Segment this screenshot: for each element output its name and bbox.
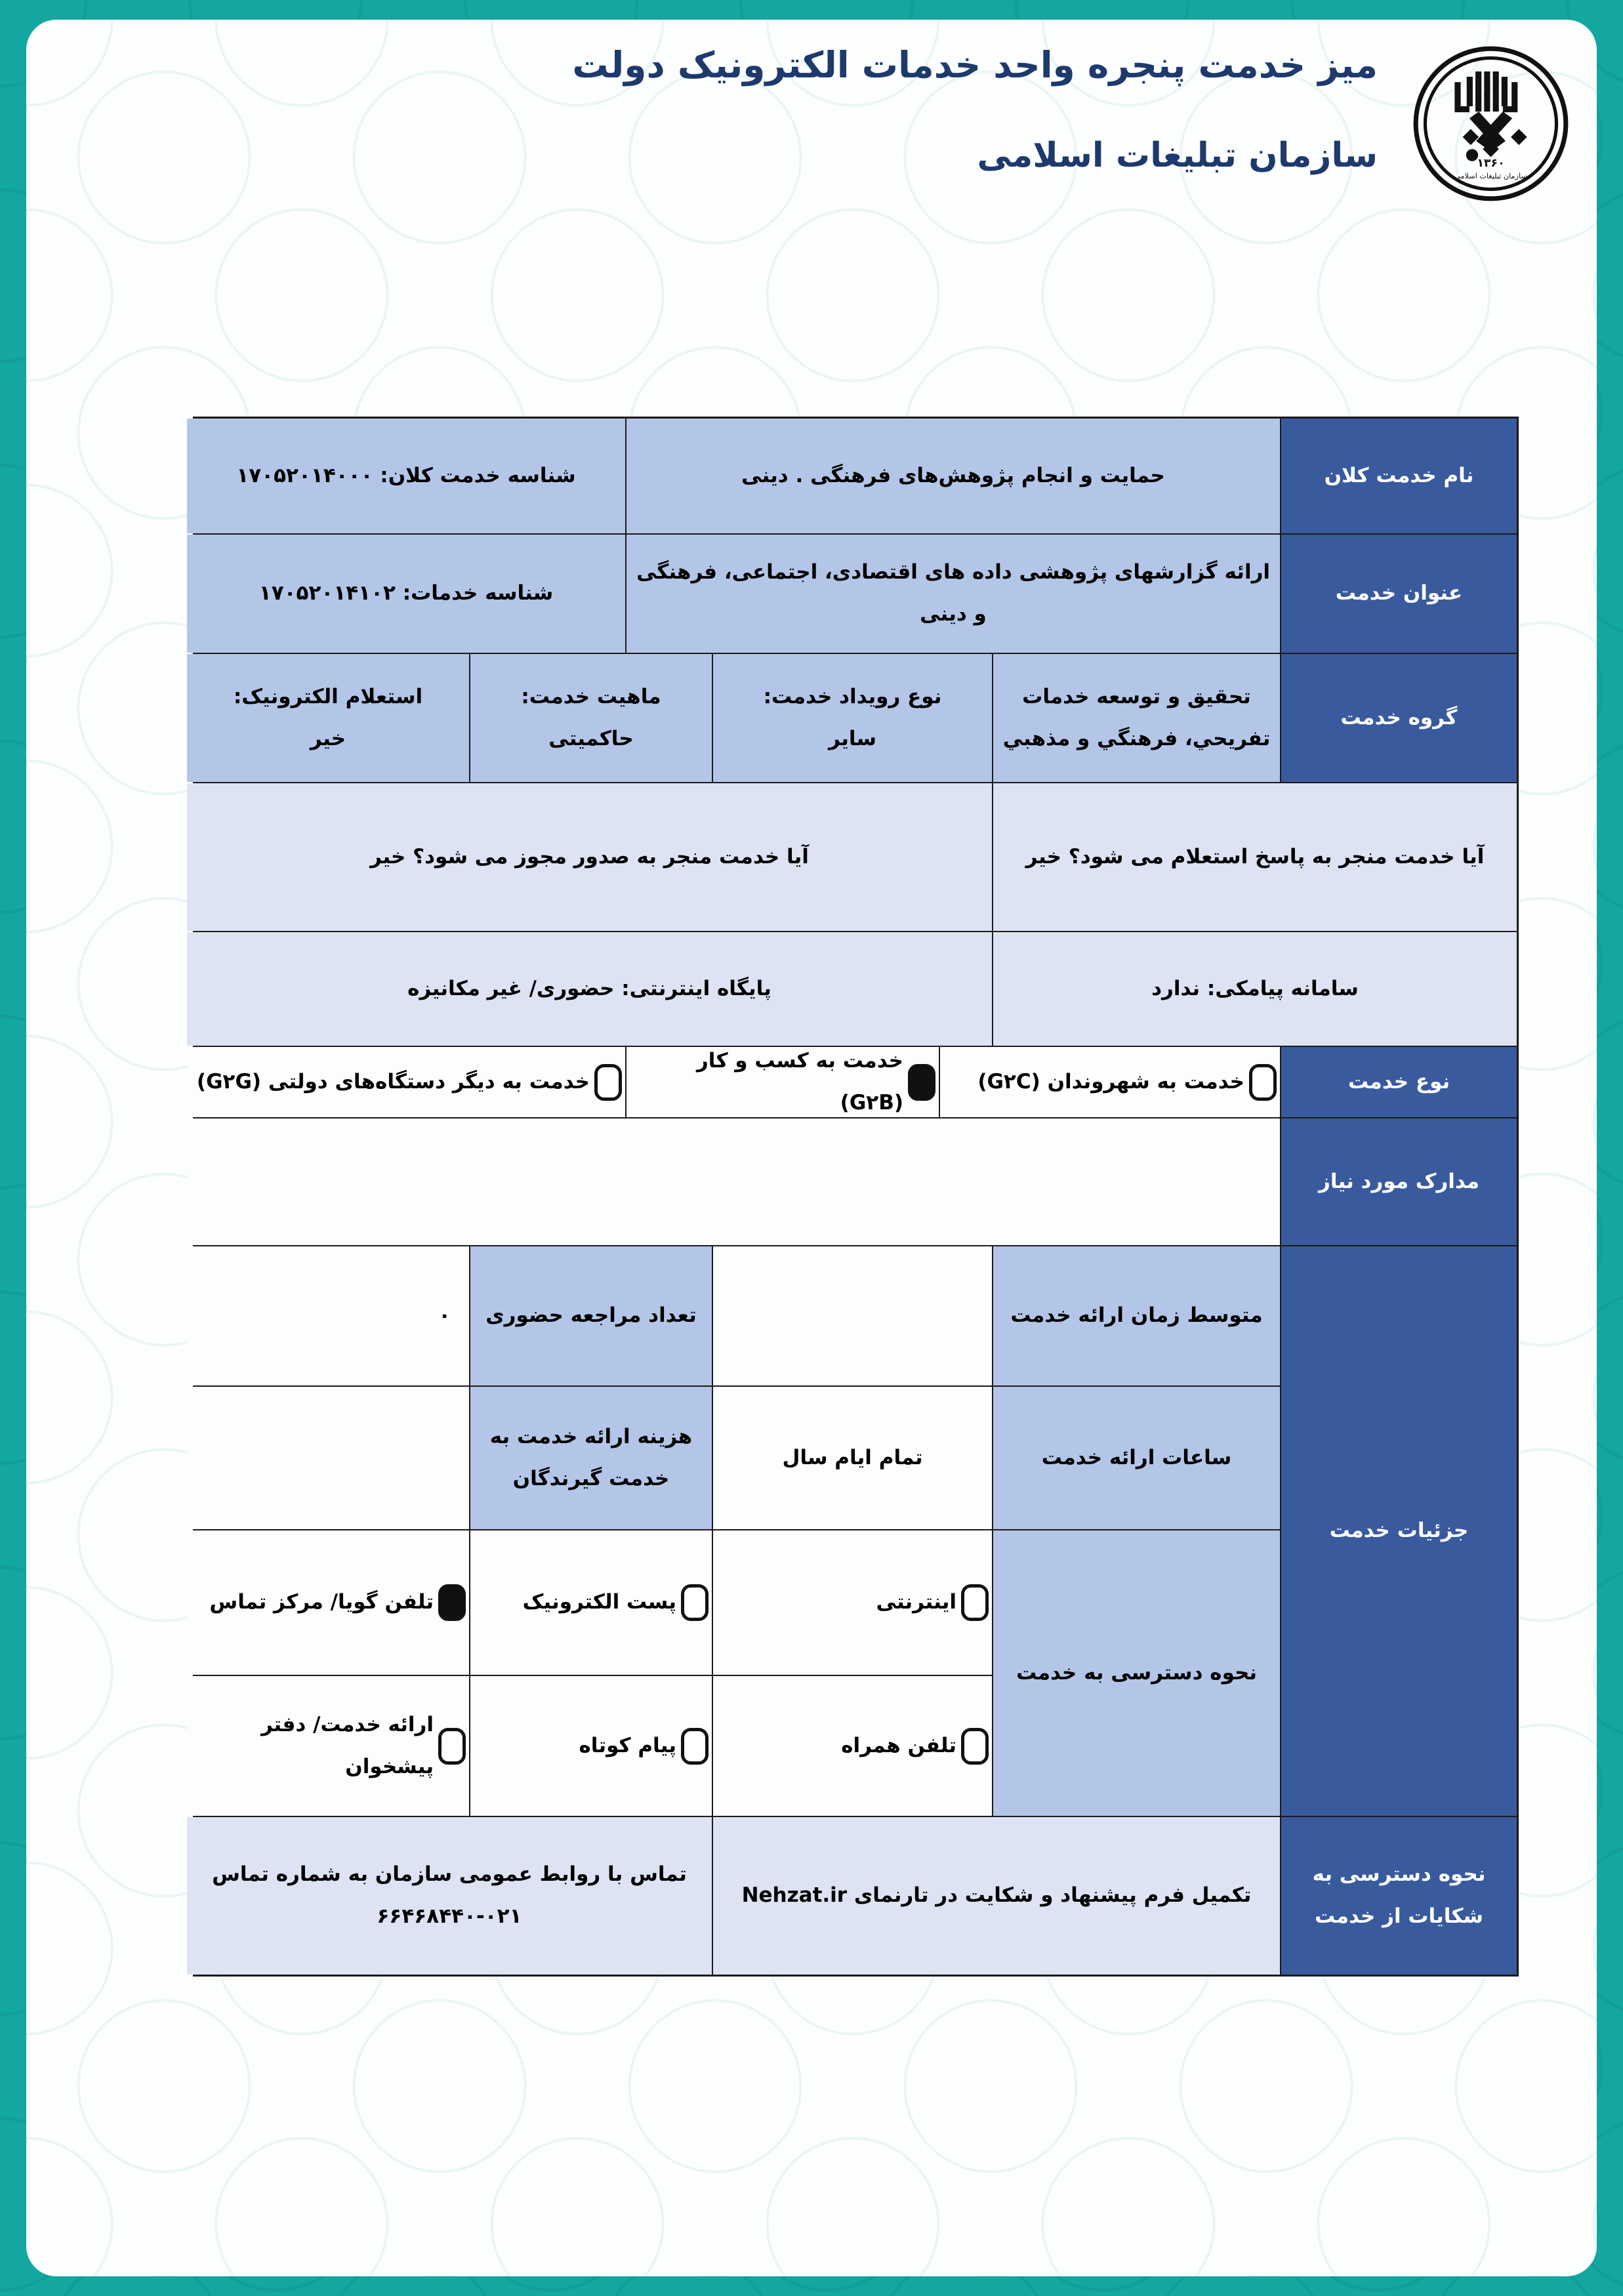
service-nature-value: حاکمیتی — [548, 726, 634, 750]
sms-system-cell: سامانه پیامکی: ندارد — [993, 932, 1517, 1046]
service-type-option-g2g — [187, 1047, 625, 1117]
e-inquiry-cell — [187, 654, 469, 782]
checkbox-counter-label: ارائه خدمت/ دفتر پیشخوان — [261, 1712, 434, 1778]
service-title-name-cell: ارائه گزارشهای پژوهشی داده های اقتصادی، اجتماعی، فرهنگی و دینی — [627, 535, 1280, 653]
visits-label-cell: تعداد مراجعه حضوری — [470, 1246, 712, 1385]
service-type-option-g2b — [627, 1047, 939, 1117]
service-type-header-cell: نوع خدمت — [1281, 1047, 1517, 1117]
emblem-year: ۱۳۶۰ — [1477, 156, 1505, 170]
checkbox-ivr[interactable] — [438, 1584, 466, 1621]
cost-value-cell — [187, 1387, 469, 1529]
access-option-counter — [187, 1676, 469, 1816]
hours-value-cell: تمام ایام سال — [713, 1387, 992, 1529]
service-info-table — [193, 417, 1519, 1977]
service-title-header-cell: عنوان خدمت — [1281, 535, 1517, 653]
organization-title: سازمان تبلیغات اسلامی — [977, 136, 1378, 175]
event-type-label: نوع رویداد خدمت: — [763, 684, 942, 708]
service-group-value-cell: تحقیق و توسعه خدمات تفریحي، فرهنگي و مذهبي — [993, 654, 1280, 782]
checkbox-mobile[interactable] — [961, 1728, 989, 1765]
access-option-email — [470, 1530, 712, 1675]
e-inquiry-value: خیر — [310, 726, 346, 750]
e-inquiry-label: استعلام الکترونیک: — [233, 684, 423, 708]
license-answer-cell: آیا خدمت منجر به صدور مجوز می شود؟ خیر — [187, 783, 992, 931]
checkbox-sms-label: پیام کوتاه — [579, 1733, 676, 1757]
access-method-label-cell: نحوه دسترسی به خدمت — [993, 1530, 1280, 1816]
hours-label-cell: ساعات ارائه خدمت — [993, 1387, 1280, 1529]
document-card — [26, 20, 1597, 2276]
document-titles — [572, 44, 1378, 175]
checkbox-internet-label: اینترنتی — [876, 1590, 956, 1614]
kufic-allah-mark — [1454, 72, 1527, 161]
avg-time-value-cell — [713, 1246, 992, 1385]
access-option-internet — [713, 1530, 992, 1675]
checkbox-counter[interactable] — [438, 1728, 466, 1765]
avg-time-label-cell: متوسط زمان ارائه خدمت — [993, 1246, 1280, 1385]
page-title: میز خدمت پنجره واحد خدمات الکترونیک دولت — [572, 44, 1378, 86]
macro-service-header-cell: نام خدمت کلان — [1281, 419, 1517, 533]
complaints-phone-number: ۶۶۴۶۸۴۴۰-۰۲۱ — [377, 1904, 522, 1928]
macro-service-name-cell: حمایت و انجام پژوهش‌های فرهنگی . دینی — [627, 419, 1280, 533]
inquiry-answer-cell: آیا خدمت منجر به پاسخ استعلام می شود؟ خیر — [993, 783, 1517, 931]
service-details-header-cell: جزئیات خدمت — [1281, 1246, 1517, 1816]
checkbox-g2c[interactable] — [1249, 1064, 1277, 1101]
service-nature-cell — [470, 654, 712, 782]
macro-service-id-cell: شناسه خدمت کلان: ۱۷۰۵۲۰۱۴۰۰۰ — [187, 419, 625, 533]
access-option-sms — [470, 1676, 712, 1816]
checkbox-mobile-label: تلفن همراه — [841, 1733, 956, 1757]
organization-emblem-icon — [1410, 43, 1571, 204]
checkbox-g2b[interactable] — [908, 1064, 935, 1101]
cost-label-cell: هزینه ارائه خدمت به خدمت گیرندگان — [470, 1387, 712, 1529]
checkbox-sms[interactable] — [681, 1728, 709, 1765]
checkbox-g2b-label: خدمت به کسب و کار (G۲B) — [696, 1048, 903, 1115]
required-docs-content-cell — [187, 1118, 1280, 1245]
required-docs-header-cell: مدارک مورد نیاز — [1281, 1118, 1517, 1245]
checkbox-email-label: پست الکترونیک — [522, 1590, 676, 1614]
checkbox-ivr-label: تلفن گویا/ مرکز تماس — [209, 1590, 434, 1614]
checkbox-g2g[interactable] — [594, 1064, 622, 1101]
visits-value-cell: ۰ — [187, 1246, 469, 1385]
access-option-ivr — [187, 1530, 469, 1675]
complaints-web-cell: تکمیل فرم پیشنهاد و شکایت در تارنمای Nehzat.ir — [713, 1817, 1280, 1975]
service-type-option-g2c — [940, 1047, 1280, 1117]
emblem-caption: سازمان تبلیغات اسلامی — [1454, 172, 1527, 181]
event-type-cell — [713, 654, 992, 782]
checkbox-email[interactable] — [681, 1584, 709, 1621]
web-portal-cell: پایگاه اینترنتی: حضوری/ غیر مکانیزه — [187, 932, 992, 1046]
checkbox-g2c-label: خدمت به شهروندان (G۲C) — [977, 1069, 1244, 1094]
checkbox-internet[interactable] — [961, 1584, 989, 1621]
complaints-phone-cell — [187, 1817, 712, 1975]
checkbox-g2g-label: خدمت به دیگر دستگاه‌های دولتی (G۲G) — [196, 1069, 590, 1094]
service-group-header-cell: گروه خدمت — [1281, 654, 1517, 782]
access-option-mobile — [713, 1676, 992, 1816]
complaints-header-cell: نحوه دسترسی به شکایات از خدمت — [1281, 1817, 1517, 1975]
event-type-value: سایر — [828, 726, 877, 750]
complaints-phone-text: تماس با روابط عمومی سازمان به شماره تماس — [212, 1862, 687, 1887]
service-nature-label: ماهیت خدمت: — [521, 684, 661, 708]
service-title-id-cell: شناسه خدمات: ۱۷۰۵۲۰۱۴۱۰۲ — [187, 535, 625, 653]
